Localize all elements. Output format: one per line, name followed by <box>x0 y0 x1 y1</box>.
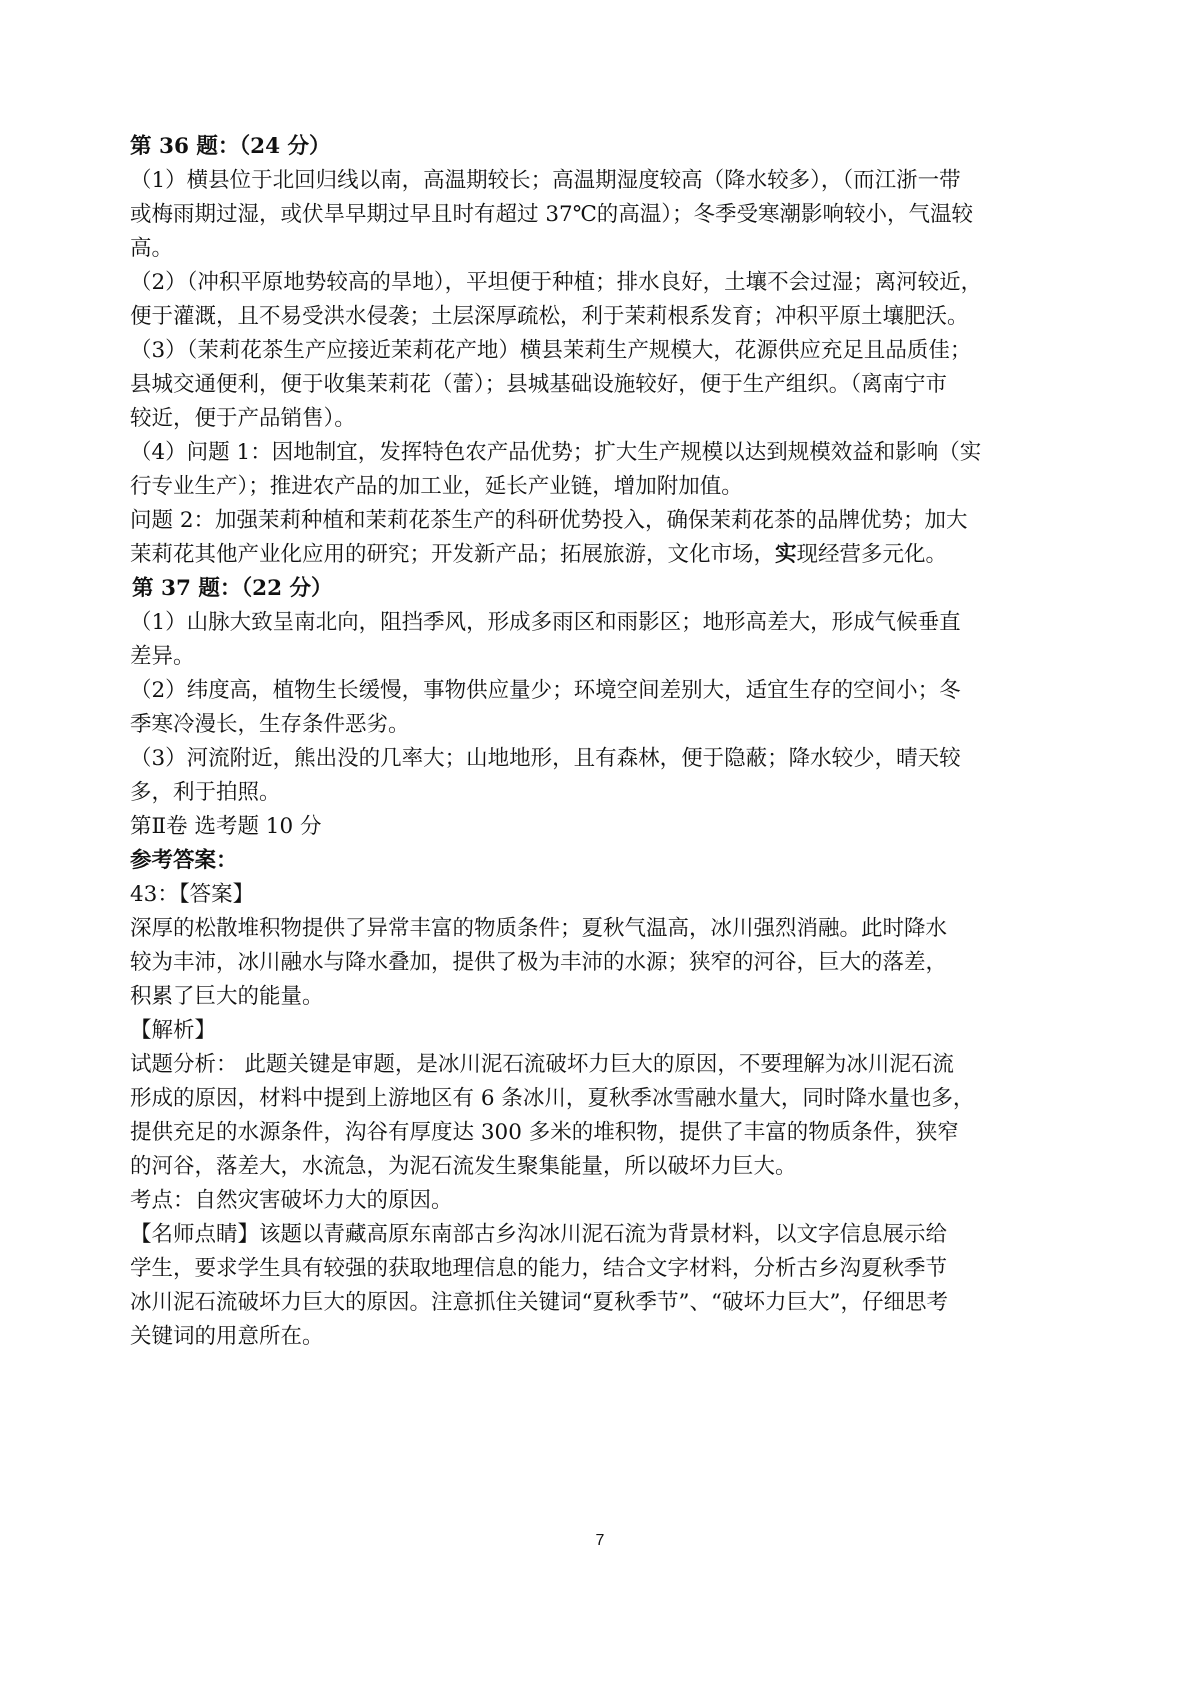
q37-answer-2-line: （2）纬度高，植物生长缓慢，事物供应量少；环境空间差别大，适宜生存的空间小；冬 <box>130 678 961 703</box>
q36-answer-4-line: （4）问题 1：因地制宜，发挥特色农产品优势；扩大生产规模以达到规模效益和影响（实 <box>130 440 982 465</box>
q37-answer-2-line: 季寒冷漫长，生存条件恶劣。 <box>130 712 410 737</box>
q36-answer-1-line: 高。 <box>130 236 174 261</box>
q36-answer-3-line: 较近，便于产品销售）。 <box>130 406 356 431</box>
analysis-line: 试题分析： 此题关键是审题，是冰川泥石流破坏力巨大的原因，不要理解为冰川泥石流 <box>130 1052 954 1077</box>
q36-answer-2-line: 便于灌溉，且不易受洪水侵袭；土层深厚疏松，利于茉莉根系发育；冲积平原土壤肥沃。 <box>130 304 969 329</box>
q37-answer-1-line: 差异。 <box>130 644 195 669</box>
teacher-note-line: 关键词的用意所在。 <box>130 1324 324 1349</box>
q36-problem-2-line <box>130 538 1070 572</box>
q36-answer-1-line: （1）横县位于北回归线以南，高温期较长；高温期湿度较高（降水较多），（而江浙一带 <box>130 168 961 193</box>
teacher-note-line: 冰川泥石流破坏力巨大的原因。注意抓住关键词“夏秋季节”、“破坏力巨大”，仔细思考 <box>130 1290 948 1315</box>
q36-problem-2-text: 现经营多元化。 <box>796 542 948 567</box>
q36-answer-4-line: 行专业生产）；推进农产品的加工业，延长产业链，增加附加值。 <box>130 474 743 499</box>
q36-heading: 第 36 题：（24 分） <box>130 134 331 159</box>
analysis-line: 提供充足的水源条件，沟谷有厚度达 300 多米的堆积物，提供了丰富的物质条件，狭窄 <box>130 1120 959 1145</box>
q37-answer-1-line: （1）山脉大致呈南北向，阻挡季风，形成多雨区和雨影区；地形高差大，形成气候垂直 <box>130 610 961 635</box>
q37-answer-3-line: 多，利于拍照。 <box>130 780 281 805</box>
q36-problem-2-text: 茉莉花其他产业化应用的研究；开发新产品；拓展旅游，文化市场， <box>130 542 776 567</box>
analysis-line: 的河谷，落差大，水流急，为泥石流发生聚集能量，所以破坏力巨大。 <box>130 1154 797 1179</box>
kaodian-line: 考点：自然灾害破坏力大的原因。 <box>130 1188 453 1213</box>
q37-heading: 第 37 题：（22 分） <box>132 576 333 601</box>
q43-answer-line: 积累了巨大的能量。 <box>130 984 324 1009</box>
q36-problem-2-line: 问题 2：加强茉莉种植和茉莉花茶生产的科研优势投入，确保茉莉花茶的品牌优势；加大 <box>130 508 968 533</box>
section-2-title: 第Ⅱ卷 选考题 10 分 <box>130 814 322 839</box>
analysis-label: 【解析】 <box>130 1018 217 1043</box>
q43-answer-label: 43：【答案】 <box>130 882 255 907</box>
reference-answers-heading: 参考答案： <box>130 848 238 873</box>
page-number: 7 <box>595 1532 605 1549</box>
teacher-note-line: 【名师点睛】该题以青藏高原东南部古乡沟冰川泥石流为背景材料，以文字信息展示给 <box>130 1222 948 1247</box>
q37-answer-3-line: （3）河流附近，熊出没的几率大；山地地形，且有森林，便于隐蔽；降水较少，晴天较 <box>130 746 961 771</box>
q36-problem-2-bold-char: 实 <box>775 542 797 567</box>
document-body <box>130 130 1070 1354</box>
q36-answer-2-line: （2）（冲积平原地势较高的旱地），平坦便于种植；排水良好，土壤不会过湿；离河较近， <box>130 270 983 295</box>
q36-answer-1-line: 或梅雨期过湿，或伏旱早期过早且时有超过 37℃的高温）；冬季受寒潮影响较小，气温较 <box>130 202 973 227</box>
q43-answer-line: 较为丰沛，冰川融水与降水叠加，提供了极为丰沛的水源；狭窄的河谷，巨大的落差， <box>130 950 948 975</box>
q36-answer-3-line: （3）（茉莉花茶生产应接近茉莉花产地）横县茉莉生产规模大，花源供应充足且品质佳； <box>130 338 972 363</box>
q36-answer-3-line: 县城交通便利，便于收集茉莉花（蕾）；县城基础设施较好，便于生产组织。（离南宁市 <box>130 372 948 397</box>
teacher-note-line: 学生，要求学生具有较强的获取地理信息的能力，结合文字材料，分析古乡沟夏秋季节 <box>130 1256 948 1281</box>
analysis-line: 形成的原因，材料中提到上游地区有 6 条冰川，夏秋季冰雪融水量大，同时降水量也多， <box>130 1086 975 1111</box>
q43-answer-line: 深厚的松散堆积物提供了异常丰富的物质条件；夏秋气温高，冰川强烈消融。此时降水 <box>130 916 948 941</box>
